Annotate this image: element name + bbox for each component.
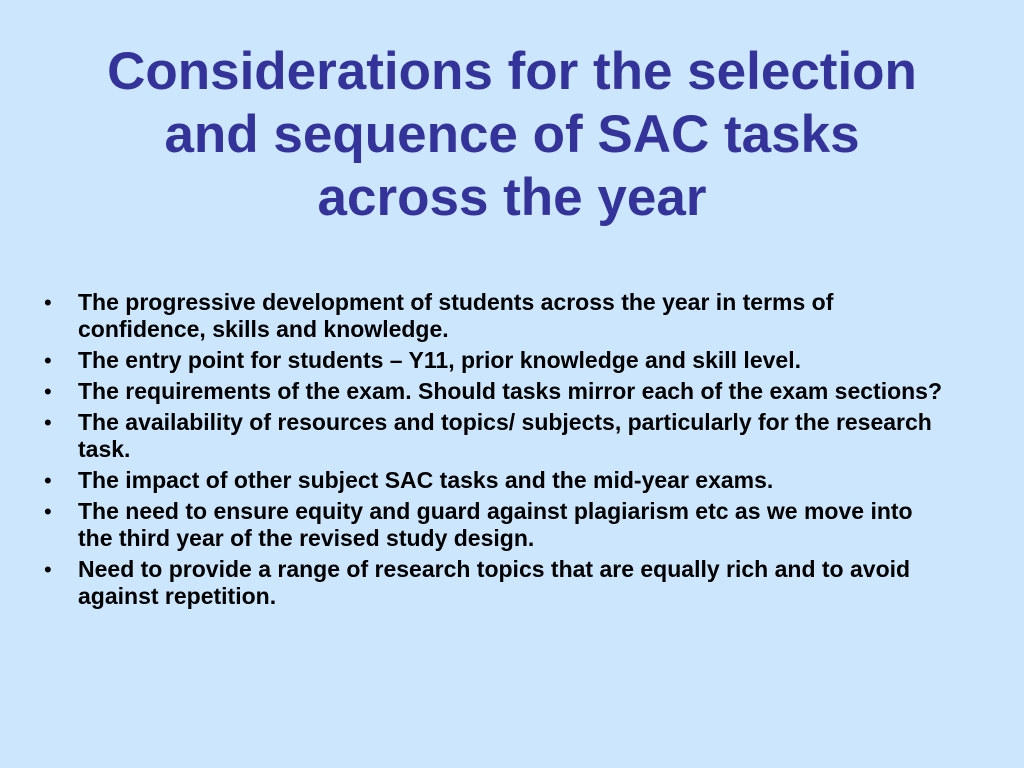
bullet-item xyxy=(44,467,944,494)
bullet-list xyxy=(44,289,944,614)
bullet-text: The impact of other subject SAC tasks and the mid-year exams. xyxy=(78,467,774,493)
bullet-dot-icon: • xyxy=(44,379,52,404)
bullet-dot-icon: • xyxy=(44,557,52,582)
bullet-dot-icon: • xyxy=(44,410,52,435)
bullet-text: The entry point for students – Y11, prior knowledge and skill level. xyxy=(78,347,801,373)
bullet-item xyxy=(44,409,944,463)
bullet-text: The requirements of the exam. Should tasks mirror each of the exam sections? xyxy=(78,378,943,404)
slide-title-line: Considerations for the selection xyxy=(107,42,917,101)
bullet-dot-icon: • xyxy=(44,468,52,493)
bullet-item xyxy=(44,498,944,552)
bullet-dot-icon: • xyxy=(44,499,52,524)
bullet-dot-icon: • xyxy=(44,348,52,373)
bullet-text: The need to ensure equity and guard against plagiarism etc as we move into the third year of the revised study design. xyxy=(78,498,913,551)
bullet-item xyxy=(44,556,944,610)
bullet-text: The progressive development of students across the year in terms of confidence, skills and knowledge. xyxy=(78,289,834,342)
slide-title-line: and sequence of SAC tasks xyxy=(164,105,860,164)
bullet-item xyxy=(44,347,944,374)
bullet-dot-icon: • xyxy=(44,290,52,315)
slide-title-line: across the year xyxy=(317,168,707,227)
bullet-text: The availability of resources and topics/ subjects, particularly for the research task. xyxy=(78,409,932,462)
slide-title xyxy=(40,40,984,229)
bullet-item xyxy=(44,378,944,405)
bullet-text: Need to provide a range of research topics that are equally rich and to avoid against repetition. xyxy=(78,556,911,609)
bullet-item xyxy=(44,289,944,343)
